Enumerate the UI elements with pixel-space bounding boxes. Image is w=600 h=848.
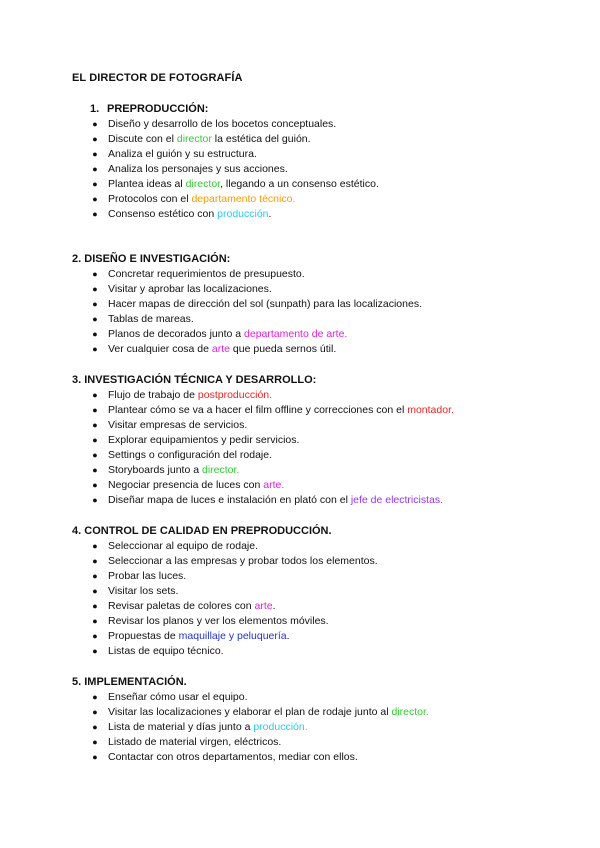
list-item: ● Contactar con otros departamentos, mediar con ellos. (72, 750, 542, 765)
highlight-departamento-arte: departamento de arte. (244, 328, 348, 340)
section-preproduccion (72, 101, 542, 222)
bullet-icon: ● (92, 435, 98, 445)
bullet-icon: ● (92, 329, 98, 339)
bullet-icon: ● (92, 149, 98, 159)
bullet-list (72, 117, 542, 222)
list-item: ● Probar las luces. (72, 569, 542, 584)
bullet-icon: ● (92, 269, 98, 279)
section-control-calidad (72, 523, 542, 659)
bullet-icon: ● (92, 420, 98, 430)
list-item: ● Diseño y desarrollo de los bocetos conceptuales. (72, 117, 542, 132)
bullet-icon: ● (92, 616, 98, 626)
bullet-icon: ● (92, 314, 98, 324)
highlight-director: director. (391, 706, 429, 718)
list-item: ● Listado de material virgen, eléctricos. (72, 735, 542, 750)
highlight-jefe-electricistas: jefe de electricistas. (350, 494, 444, 506)
list-item: ● Seleccionar a las empresas y probar todos los elementos. (72, 554, 542, 569)
bullet-icon: ● (92, 601, 98, 611)
list-item: ● Plantear cómo se va a hacer el film offline y correcciones con el montador. (72, 403, 542, 418)
highlight-produccion: producción. (253, 721, 308, 733)
list-item: ● Planos de decorados junto a departamento de arte. (72, 327, 542, 342)
list-item: ● Lista de material y días junto a producción. (72, 720, 542, 735)
document-title: EL DIRECTOR DE FOTOGRAFÍA (72, 72, 243, 84)
list-item: ● Negociar presencia de luces con arte. (72, 478, 542, 493)
list-item: ● Revisar paletas de colores con arte. (72, 599, 542, 614)
highlight-arte: arte. (263, 479, 285, 491)
bullet-icon: ● (92, 541, 98, 551)
bullet-list (72, 690, 542, 765)
bullet-icon: ● (92, 692, 98, 702)
bullet-list (72, 539, 542, 659)
list-item: ● Visitar y aprobar las localizaciones. (72, 282, 542, 297)
bullet-icon: ● (92, 405, 98, 415)
list-item: ● Propuestas de maquillaje y peluquería. (72, 629, 542, 644)
highlight-director: director. (201, 464, 240, 476)
bullet-list (72, 388, 542, 508)
list-item: ● Consenso estético con producción. (72, 207, 542, 222)
list-item: ● Analiza los personajes y sus acciones. (72, 162, 542, 177)
bullet-icon: ● (92, 586, 98, 596)
list-item: ● Diseñar mapa de luces e instalación en plató con el jefe de electricistas. (72, 493, 542, 508)
bullet-icon: ● (92, 722, 98, 732)
bullet-icon: ● (92, 480, 98, 490)
bullet-icon: ● (92, 646, 98, 656)
list-item: ● Visitar empresas de servicios. (72, 418, 542, 433)
list-item: ● Tablas de mareas. (72, 312, 542, 327)
list-item: ● Listas de equipo técnico. (72, 644, 542, 659)
list-item: ● Concretar requerimientos de presupuesto. (72, 267, 542, 282)
highlight-produccion: producción (217, 208, 269, 220)
bullet-icon: ● (92, 344, 98, 354)
bullet-icon: ● (92, 495, 98, 505)
bullet-icon: ● (92, 119, 98, 129)
bullet-list (72, 267, 542, 357)
bullet-icon: ● (92, 450, 98, 460)
section-diseno-investigacion (72, 251, 542, 357)
bullet-icon: ● (92, 390, 98, 400)
highlight-montador: montador. (407, 404, 454, 416)
list-item: ● Seleccionar al equipo de rodaje. (72, 539, 542, 554)
bullet-icon: ● (92, 134, 98, 144)
list-item: ● Visitar los sets. (72, 584, 542, 599)
bullet-icon: ● (92, 194, 98, 204)
list-item: ● Analiza el guión y su estructura. (72, 147, 542, 162)
section-heading: 4. CONTROL DE CALIDAD EN PREPRODUCCIÓN. (72, 525, 332, 537)
section-heading: 1. PREPRODUCCIÓN: (90, 103, 209, 115)
highlight-postproduccion: postproducción. (197, 389, 273, 401)
highlight-director: director (176, 133, 212, 145)
highlight-maquillaje-peluqueria: maquillaje y peluquería (178, 630, 287, 642)
bullet-icon: ● (92, 465, 98, 475)
bullet-icon: ● (92, 752, 98, 762)
highlight-arte: arte (211, 343, 230, 355)
list-item: ● Enseñar cómo usar el equipo. (72, 690, 542, 705)
highlight-departamento-tecnico: departamento técnico. (191, 193, 296, 205)
bullet-icon: ● (92, 284, 98, 294)
section-heading: 2. DISEÑO E INVESTIGACIÓN: (72, 253, 231, 265)
list-item: ● Plantea ideas al director, llegando a un consenso estético. (72, 177, 542, 192)
list-item: ● Settings o configuración del rodaje. (72, 448, 542, 463)
bullet-icon: ● (92, 631, 98, 641)
bullet-icon: ● (92, 179, 98, 189)
highlight-arte: arte (254, 600, 273, 612)
list-item: ● Storyboards junto a director. (72, 463, 542, 478)
list-item: ● Discute con el director la estética del guión. (72, 132, 542, 147)
section-heading: 5. IMPLEMENTACIÓN. (72, 676, 187, 688)
section-heading: 3. INVESTIGACIÓN TÉCNICA Y DESARROLLO: (72, 374, 317, 386)
bullet-icon: ● (92, 556, 98, 566)
highlight-director: director (185, 178, 221, 190)
section-implementacion (72, 674, 542, 765)
bullet-icon: ● (92, 209, 98, 219)
list-item: ● Flujo de trabajo de postproducción. (72, 388, 542, 403)
list-item: ● Protocolos con el departamento técnico. (72, 192, 542, 207)
bullet-icon: ● (92, 299, 98, 309)
bullet-icon: ● (92, 164, 98, 174)
list-item: ● Revisar los planos y ver los elementos móviles. (72, 614, 542, 629)
list-item: ● Ver cualquier cosa de arte que pueda sernos útil. (72, 342, 542, 357)
bullet-icon: ● (92, 707, 98, 717)
bullet-icon: ● (92, 571, 98, 581)
list-item: ● Hacer mapas de dirección del sol (sunpath) para las localizaciones. (72, 297, 542, 312)
list-item: ● Visitar las localizaciones y elaborar el plan de rodaje junto al director. (72, 705, 542, 720)
bullet-icon: ● (92, 737, 98, 747)
list-item: ● Explorar equipamientos y pedir servicios. (72, 433, 542, 448)
section-investigacion-tecnica (72, 372, 542, 508)
